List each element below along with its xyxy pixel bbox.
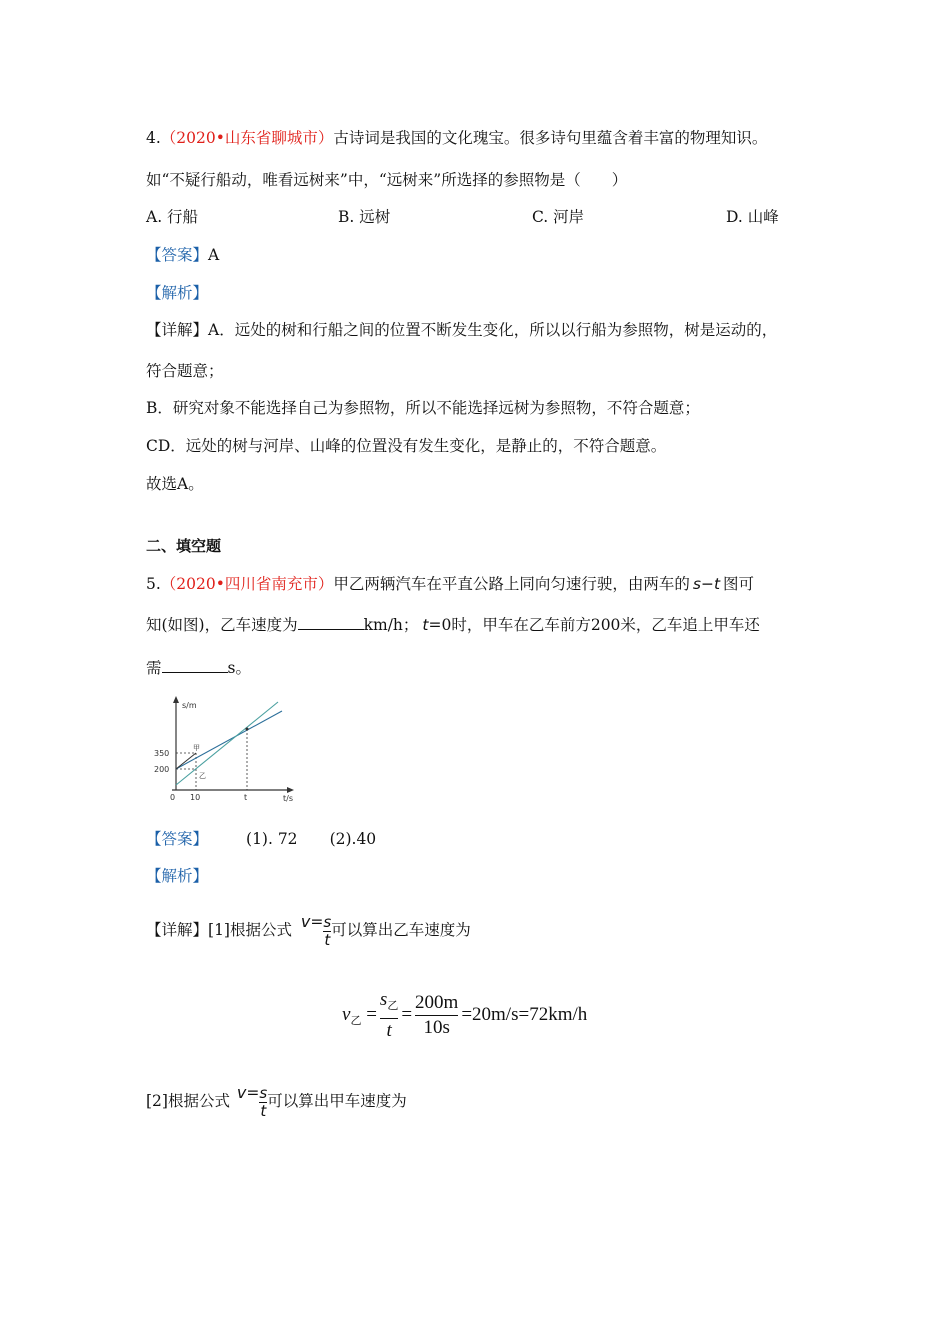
- q4-detail-line5: 故选A。: [146, 475, 204, 493]
- q5-st-var: s−t: [692, 575, 721, 593]
- speed-equation-yi: [342, 988, 587, 1043]
- q5-detail1-b: 可以算出乙车速度为: [331, 921, 471, 939]
- q5-stem3-b: s。: [227, 659, 251, 677]
- section-title: 二、填空题: [146, 537, 222, 555]
- q5-answer-2: (2).40: [329, 830, 377, 848]
- q4-option-a: A. 行船: [146, 208, 199, 226]
- formula1-den: t: [324, 930, 331, 949]
- eq-rhs: =20m/s=72km/h: [461, 1003, 588, 1025]
- formula2-eq: =: [246, 1084, 260, 1102]
- q5-answer-1: (1). 72: [246, 830, 298, 848]
- q5-answer: [146, 829, 376, 849]
- eq-fraction-1: [380, 988, 398, 1043]
- q4-detail-tag: 【详解】: [146, 321, 209, 339]
- q5-analysis-tag: 【解析】: [146, 867, 209, 885]
- q4-answer: [146, 245, 219, 265]
- eq-lhs: v: [342, 1003, 351, 1025]
- eq-fraction-2: [415, 991, 458, 1040]
- q4-answer-value: A: [208, 246, 220, 264]
- eq-equals-1: =: [366, 1003, 377, 1025]
- q4-option-b: B. 远树: [338, 208, 391, 226]
- y-tick-200: 200: [154, 765, 170, 774]
- q4-option-c: C. 河岸: [532, 208, 585, 226]
- q5-blank-1[interactable]: [298, 615, 364, 630]
- line-label-yi: 乙: [199, 772, 206, 780]
- st-graph: [150, 688, 310, 808]
- q4-number: 4.: [146, 129, 161, 147]
- q4-stem-line2: 如“不疑行船动，唯看远树来”中，“远树来”所选择的参照物是（ ）: [146, 171, 628, 189]
- formula1-num: s: [323, 912, 332, 931]
- x-axis-arrow: [287, 787, 294, 793]
- q4-source: （2020•山东省聊城市）: [160, 129, 334, 147]
- q5-stem2-a: 知(如图)，乙车速度为: [146, 616, 298, 634]
- line-jia-seg: [176, 753, 196, 769]
- q4-option-d: D. 山峰: [726, 208, 779, 226]
- q4-detail1: A．远处的树和行船之间的位置不断发生变化，所以以行船为参照物，树是运动的，: [208, 321, 778, 339]
- y-axis-label: s/m: [182, 701, 197, 710]
- q5-detail2-a: [2]根据公式: [146, 1092, 230, 1110]
- q5-blank-2[interactable]: [162, 658, 228, 673]
- q5-detail1-a: [1]根据公式: [208, 921, 292, 939]
- q4-analysis-tag: 【解析】: [146, 284, 209, 302]
- formula2-den: t: [260, 1101, 267, 1120]
- q4-options: [146, 207, 846, 227]
- q5-stem2-b: km/h；: [363, 616, 419, 634]
- q5-stem1: 甲乙两辆汽车在平直公路上同向匀速行驶，由两车的: [333, 575, 690, 593]
- q5-source: （2020•四川省南充市）: [160, 575, 334, 593]
- q5-stem1-end: 图可: [723, 575, 755, 593]
- q4-detail-line1: [146, 320, 777, 340]
- y-tick-350: 350: [154, 749, 170, 758]
- y-axis-arrow: [173, 696, 179, 703]
- line-label-jia: 甲: [193, 744, 200, 752]
- formula2-num: s: [259, 1083, 268, 1102]
- line-jia: [176, 711, 282, 769]
- eq-lhs-sub: 乙: [350, 1014, 362, 1027]
- q5-detail2-b: 可以算出甲车速度为: [267, 1092, 407, 1110]
- q5-stem2-c: =0时，甲车在乙车前方200米，乙车追上甲车还: [428, 616, 760, 634]
- q5-number: 5.: [146, 575, 161, 593]
- formula1-eq: =: [310, 913, 324, 931]
- formula1-fraction: [323, 914, 331, 949]
- eq-equals-2: =: [401, 1003, 413, 1025]
- q5-stem-line3: [146, 658, 251, 678]
- formula2-fraction: [259, 1085, 267, 1120]
- eq-num1: $s_乙$: [379, 989, 399, 1012]
- eq-den1: t: [386, 1020, 392, 1041]
- formula1-v: v: [300, 912, 311, 931]
- x-tick-10: 10: [190, 793, 201, 802]
- q5-stem-line1: [146, 574, 754, 594]
- line-yi: [176, 702, 278, 785]
- q5-detail-line1: [146, 904, 471, 949]
- formula2-v: v: [236, 1083, 247, 1102]
- q5-detail-line2: [146, 1075, 407, 1119]
- q4-stem1: 古诗词是我国的文化瑰宝。很多诗句里蕴含着丰富的物理知识。: [333, 129, 768, 147]
- q5-detail-tag: 【详解】: [146, 921, 209, 939]
- x-axis-label: t/s: [283, 794, 293, 803]
- q4-answer-tag: 【答案】: [146, 246, 209, 264]
- q4-detail-line4: CD．远处的树与河岸、山峰的位置没有发生变化，是静止的，不符合题意。: [146, 437, 667, 455]
- eq-den2: 10s: [423, 1017, 450, 1038]
- q5-stem3-a: 需: [146, 659, 162, 677]
- q4-detail-line3: B．研究对象不能选择自己为参照物，所以不能选择远树为参照物，不符合题意；: [146, 399, 700, 417]
- x-tick-0: 0: [170, 793, 176, 802]
- q5-stem-line2: [146, 615, 760, 635]
- q5-t-var: t: [422, 616, 429, 634]
- q5-answer-tag: 【答案】: [146, 830, 209, 848]
- q4-stem-line1: [146, 128, 767, 148]
- intersection-point: [246, 728, 249, 731]
- x-tick-t: t: [244, 793, 248, 802]
- q4-detail-line2: 符合题意；: [146, 362, 224, 380]
- eq-num2: 200m: [415, 992, 459, 1013]
